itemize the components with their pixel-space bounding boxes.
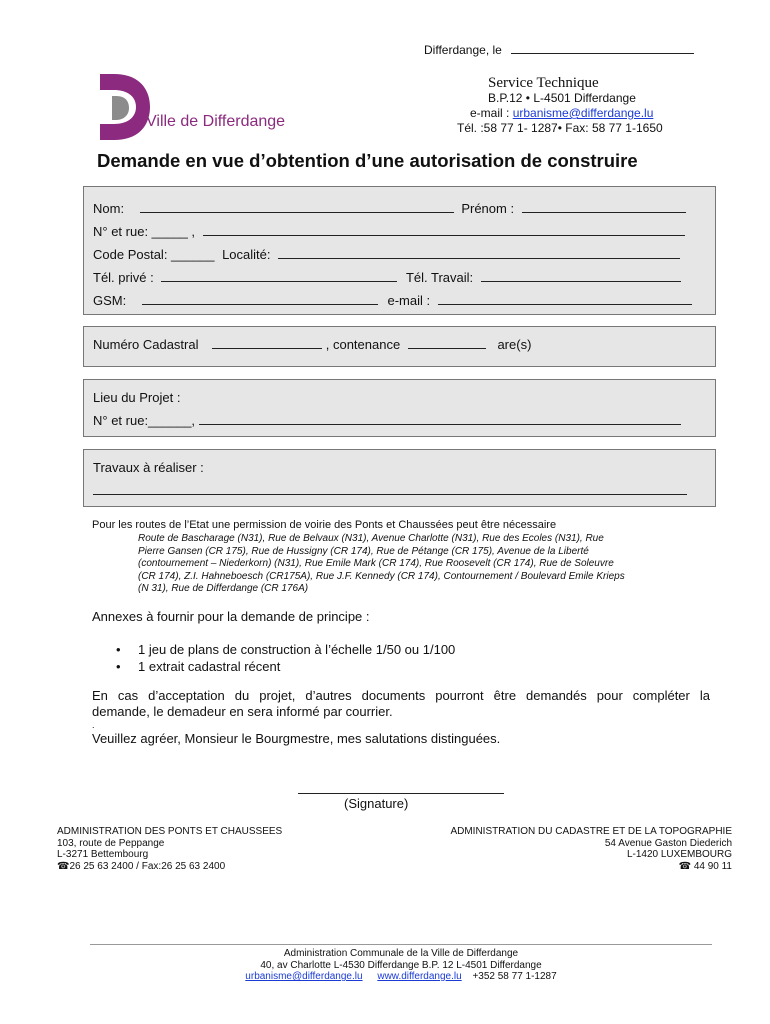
projet-rue-field[interactable] [199,413,681,425]
localite-label: Localité: [222,247,271,262]
projet-rue-label: N° et rue:______, [93,413,196,428]
personal-info-box [83,186,716,315]
email-label: e-mail : [470,106,510,120]
prenom-label: Prénom : [461,201,515,216]
annexe-item-label: 1 extrait cadastral récent [138,659,281,674]
date-field [424,42,694,57]
salutation: Veuillez agréer, Monsieur le Bourgmestre, mes salutations distinguées. [92,731,501,746]
email-field[interactable] [438,293,692,305]
gsm-label: GSM: [93,293,127,308]
lieu-label: Lieu du Projet : [93,390,181,405]
cadastre-box [83,326,716,367]
cadastre-row [93,337,531,352]
prenom-field[interactable] [522,201,686,213]
footer-line-2: 40, av Charlotte L-4530 Differdange B.P. 12 L-4501 Differdange [260,959,542,971]
closing-dot: . [92,720,95,730]
travaux-row [93,483,687,498]
footer-contacts [90,971,712,983]
footer-website-link[interactable]: www.differdange.lu [377,971,462,982]
logo-mark [96,72,154,142]
tel-prive-field[interactable] [161,270,397,282]
annexe-item [116,641,455,658]
footer-divider [90,944,712,945]
ponts-chaussees-address [57,826,282,872]
routes-line: Pierre Gansen (CR 175), Rue de Hussigny (CR 174), Rue de Pétange (CR 175), Avenue de la Liberté [138,545,589,557]
annexes-list [116,641,455,675]
footer [90,948,712,983]
tel-travail-label: Tél. Travail: [405,270,474,285]
closing-line-1: En cas d’acceptation du projet, d’autres documents pourront être demandés pour compléter la [92,688,710,703]
travaux-label: Travaux à réaliser : [93,460,204,475]
annexe-item-label: 1 jeu de plans de construction à l’échelle 1/50 ou 1/100 [138,642,456,657]
routes-line: Route de Bascharage (N31), Rue de Belvaux (N31), Avenue Charlotte (N31), Rue des Ecoles (N31), Rue [138,533,604,544]
service-email-link[interactable]: urbanisme@differdange.lu [512,106,654,120]
service-email [470,106,653,120]
ponts-city: L-3271 Bettembourg [57,849,149,860]
contenance-label: , contenance [325,337,401,352]
service-address: B.P.12 • L-4501 Differdange [488,91,636,105]
ponts-phone: ☎26 25 63 2400 / Fax:26 25 63 2400 [57,860,226,872]
routes-line: (N 31), Rue de Differdange (CR 176A) [138,583,309,595]
numero-cadastral-label: Numéro Cadastral [93,337,199,352]
code-postal-row [93,247,680,262]
travaux-field[interactable] [93,483,687,495]
routes-line: (contournement – Niederkorn) (N31), Rue Emile Mark (CR 174), Rue Roosevelt (CR 174), Rue de Soleuvre [138,558,614,570]
email-field-label: e-mail : [387,293,431,308]
bullet-icon: • [116,659,121,674]
service-title: Service Technique [488,75,599,91]
signature-label: (Signature) [344,796,409,811]
numero-cadastral-field[interactable] [212,337,322,349]
nom-field[interactable] [140,201,454,213]
rue-field[interactable] [203,224,685,236]
nom-label: Nom: [93,201,125,216]
logo-text: Ville de Differdange [146,113,286,130]
page-title: Demande en vue d’obtention d’une autorisation de construire [97,150,638,171]
cadastre-street: 54 Avenue Gaston Diederich [604,837,732,849]
footer-phone: +352 58 77 1-1287 [472,971,557,982]
projet-rue-row [93,413,681,428]
bullet-icon: • [116,642,121,657]
ares-label: are(s) [497,337,532,352]
date-label: Differdange, le [424,43,502,57]
gsm-row [93,293,692,308]
nom-row [93,201,686,216]
tel-row [93,270,681,285]
routes-intro: Pour les routes de l’Etat une permission de voirie des Ponts et Chaussées peut être nécessaire [92,519,557,531]
signature-line[interactable] [298,793,504,794]
projet-box [83,379,716,437]
cadastre-phone: ☎ 44 90 11 [678,860,732,872]
tel-prive-label: Tél. privé : [93,270,154,285]
cadastre-address [450,826,732,872]
cadastre-city: L-1420 LUXEMBOURG [626,849,732,860]
code-postal-label: Code Postal: ______ [93,247,215,262]
rue-label: N° et rue: _____ , [93,224,196,239]
rue-row [93,224,685,239]
service-phone: Tél. :58 77 1- 1287• Fax: 58 77 1-1650 [457,121,663,135]
gsm-field[interactable] [142,293,378,305]
footer-email-link[interactable]: urbanisme@differdange.lu [245,971,363,982]
contenance-field[interactable] [408,337,486,349]
localite-field[interactable] [278,247,680,259]
routes-list [138,533,625,596]
closing-text [92,688,710,747]
cadastre-name: ADMINISTRATION DU CADASTRE ET DE LA TOPOGRAPHIE [450,826,732,837]
ponts-name: ADMINISTRATION DES PONTS ET CHAUSSEES [57,826,283,837]
tel-travail-field[interactable] [481,270,681,282]
date-blank[interactable] [511,42,694,54]
footer-line-1: Administration Communale de la Ville de Differdange [283,948,519,959]
ponts-street: 103, route de Peppange [57,837,165,849]
routes-line: (CR 174), Z.I. Hahneboesch (CR175A), Rue J.F. Kennedy (CR 174), Contournement / Boulevard Emile Krieps [138,570,625,582]
travaux-box [83,449,716,507]
closing-line-2: demande, le demadeur en sera informé par courrier. [92,704,393,719]
annexe-item [116,658,455,675]
annexes-title: Annexes à fournir pour la demande de principe : [92,609,370,624]
